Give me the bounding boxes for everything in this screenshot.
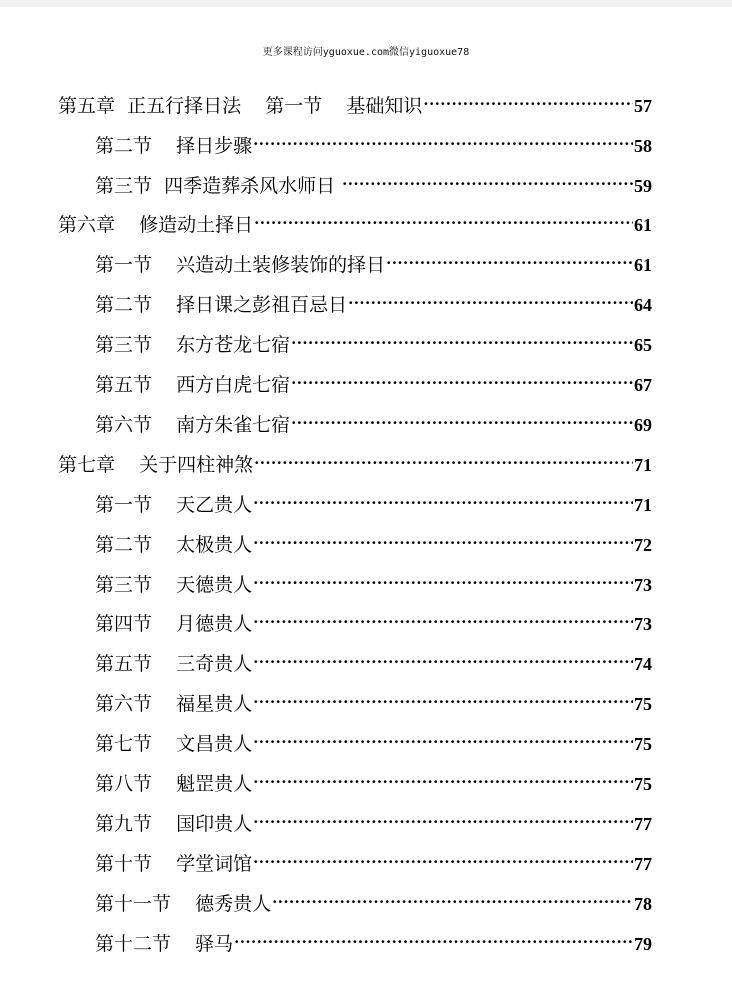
leader-dots	[291, 407, 633, 431]
toc-entry[interactable]	[95, 567, 652, 596]
toc-entry-label: 第三节 东方苍龙七宿	[95, 334, 291, 356]
toc-entry-page: 67	[634, 375, 652, 395]
toc-entry-label: 第十二节 驿马	[95, 933, 234, 955]
toc-entry-label: 第六节 南方朱雀七宿	[95, 414, 291, 436]
leader-dots	[253, 726, 633, 750]
toc-entry[interactable]	[58, 207, 652, 236]
toc-entry-page: 57	[634, 96, 652, 116]
leader-dots	[253, 128, 633, 152]
toc-entry-page: 74	[634, 654, 652, 674]
leader-dots	[291, 367, 633, 391]
toc-entry-page: 73	[634, 614, 652, 634]
toc-entry[interactable]	[95, 846, 652, 875]
leader-dots	[291, 327, 633, 351]
leader-dots	[254, 207, 633, 231]
leader-dots	[253, 766, 633, 790]
leader-dots	[386, 247, 633, 271]
leader-dots	[253, 567, 633, 591]
toc-entry[interactable]	[95, 247, 652, 276]
toc-entry-page: 69	[634, 415, 652, 435]
toc-entry-page: 59	[634, 176, 652, 196]
toc-entry[interactable]	[58, 447, 652, 476]
toc-entry[interactable]	[95, 367, 652, 396]
toc-entry-page: 79	[634, 934, 652, 954]
toc-entry-label: 第六节 福星贵人	[95, 693, 253, 715]
leader-dots	[253, 806, 633, 830]
toc-entry-label: 第二节 择日课之彭祖百忌日	[95, 294, 348, 316]
toc-entry-page: 58	[634, 136, 652, 156]
leader-dots	[342, 168, 633, 192]
leader-dots	[348, 287, 633, 311]
toc-entry[interactable]	[95, 806, 652, 835]
toc-entry-page: 61	[634, 215, 652, 235]
toc-entry-page: 75	[634, 774, 652, 794]
toc-entry-label: 第六章 修造动土择日	[58, 214, 254, 236]
leader-dots	[272, 886, 633, 910]
toc-entry[interactable]	[95, 287, 652, 316]
toc-entry-label: 第七节 文昌贵人	[95, 733, 253, 755]
toc-entry-label: 第三节 天德贵人	[95, 574, 253, 596]
toc-entry-page: 73	[634, 575, 652, 595]
leader-dots	[253, 487, 633, 511]
top-band	[0, 0, 732, 7]
toc-entry[interactable]	[95, 766, 652, 795]
toc-entry-page: 64	[634, 295, 652, 315]
toc-entry-label: 第十一节 德秀贵人	[95, 893, 272, 915]
toc-entry-label: 第二节 太极贵人	[95, 534, 253, 556]
toc-entry-page: 71	[634, 495, 652, 515]
leader-dots	[253, 527, 633, 551]
toc-entry-page: 77	[634, 814, 652, 834]
toc-entry-label: 第五节 三奇贵人	[95, 653, 253, 675]
toc-entry-page: 77	[634, 854, 652, 874]
toc-entry-page: 75	[634, 694, 652, 714]
toc-entry[interactable]	[95, 926, 652, 955]
toc-entry-page: 71	[634, 455, 652, 475]
leader-dots	[253, 646, 633, 670]
toc-entry-label: 第九节 国印贵人	[95, 813, 253, 835]
toc-entry[interactable]	[95, 487, 652, 516]
toc-entry[interactable]	[95, 606, 652, 635]
leader-dots	[253, 686, 633, 710]
toc-entry-page: 72	[634, 535, 652, 555]
toc-entry-label: 第四节 月德贵人	[95, 613, 253, 635]
toc-entry[interactable]	[95, 726, 652, 755]
toc-entry[interactable]	[95, 686, 652, 715]
page-header-watermark: 更多课程访问yguoxue.com微信yiguoxue78	[262, 47, 470, 58]
toc-entry[interactable]	[95, 527, 652, 556]
toc-entry-label: 第七章 关于四柱神煞	[58, 454, 254, 476]
toc-entry-page: 65	[634, 335, 652, 355]
toc-entry-label: 第十节 学堂词馆	[95, 853, 253, 875]
toc-entry-label: 第二节 择日步骤	[95, 135, 253, 157]
toc-entry-page: 61	[634, 255, 652, 275]
toc-entry-page: 75	[634, 734, 652, 754]
toc-entry-label: 第一节 天乙贵人	[95, 494, 253, 516]
toc-entry-label: 第五章 正五行择日法 第一节 基础知识	[58, 95, 423, 117]
leader-dots	[254, 447, 633, 471]
toc-entry[interactable]	[58, 88, 652, 117]
toc-entry-label: 第五节 西方白虎七宿	[95, 374, 291, 396]
toc-entry-label: 第一节 兴造动土装修装饰的择日	[95, 254, 386, 276]
leader-dots	[253, 846, 633, 870]
leader-dots	[234, 926, 633, 950]
toc-entry[interactable]	[95, 886, 652, 915]
leader-dots	[253, 606, 633, 630]
leader-dots	[423, 88, 633, 112]
toc-entry[interactable]	[95, 168, 652, 197]
toc-entry[interactable]	[95, 327, 652, 356]
toc-entry-label: 第三节 四季造葬杀风水师日	[95, 175, 342, 197]
toc-entry-page: 78	[634, 894, 652, 914]
toc-entry[interactable]	[95, 128, 652, 157]
toc-entry-label: 第八节 魁罡贵人	[95, 773, 253, 795]
toc-entry[interactable]	[95, 646, 652, 675]
toc-entry[interactable]	[95, 407, 652, 436]
